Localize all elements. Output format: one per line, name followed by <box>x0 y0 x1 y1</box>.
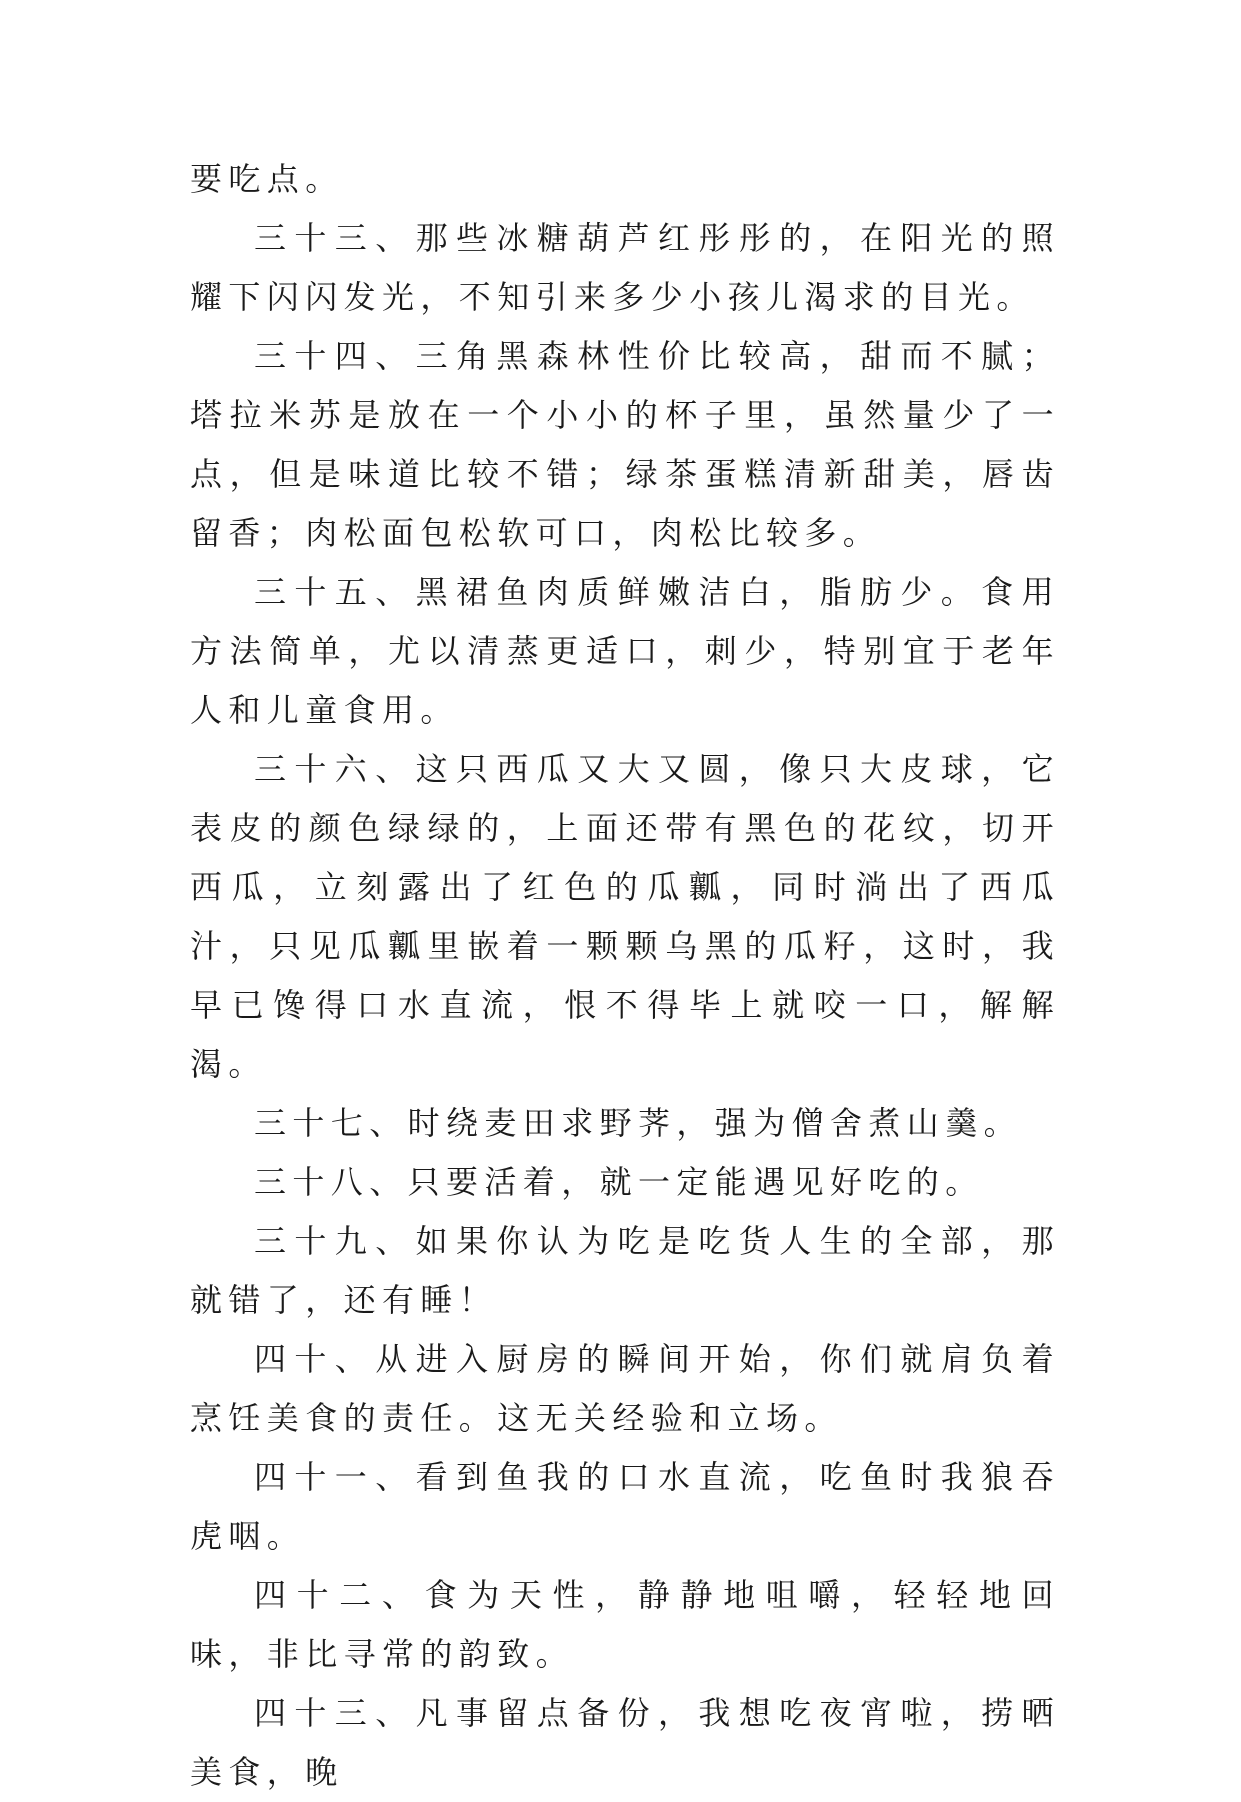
paragraph-40: 四十、从进入厨房的瞬间开始，你们就肩负着烹饪美食的责任。这无关经验和立场。 <box>190 1340 1060 1437</box>
paragraph-continuation: 要吃点。 <box>190 160 344 198</box>
paragraph-38: 三十八、只要活着，就一定能遇见好吃的。 <box>254 1163 984 1201</box>
paragraph-39: 三十九、如果你认为吃是吃货人生的全部，那就错了，还有睡！ <box>190 1222 1060 1319</box>
paragraph-43: 四十三、凡事留点备份，我想吃夜宵啦，捞晒美食，晚 <box>190 1694 1060 1791</box>
paragraph-33: 三十三、那些冰糖葫芦红彤彤的，在阳光的照耀下闪闪发光，不知引来多少小孩儿渴求的目光。 <box>190 219 1060 316</box>
paragraph-37: 三十七、时绕麦田求野荠，强为僧舍煮山羹。 <box>254 1104 1023 1142</box>
paragraph-42: 四十二、食为天性，静静地咀嚼，轻轻地回味，非比寻常的韵致。 <box>190 1576 1060 1673</box>
paragraph-34: 三十四、三角黑森林性价比较高，甜而不腻；塔拉米苏是放在一个小小的杯子里，虽然量少了一点，但是味道比较不错；绿茶蛋糕清新甜美，唇齿留香；肉松面包松软可口，肉松比较多。 <box>190 337 1060 552</box>
paragraph-41: 四十一、看到鱼我的口水直流，吃鱼时我狼吞虎咽。 <box>190 1458 1060 1555</box>
paragraph-36: 三十六、这只西瓜又大又圆，像只大皮球，它表皮的颜色绿绿的，上面还带有黑色的花纹，切开西瓜，立刻露出了红色的瓜瓤，同时淌出了西瓜汁，只见瓜瓤里嵌着一颗颗乌黑的瓜籽，这时，我早已馋得口水直流，恨不得毕上就咬一口，解解渴。 <box>190 750 1060 1083</box>
document-body <box>190 150 1060 1802</box>
paragraph-35: 三十五、黑裙鱼肉质鲜嫩洁白，脂肪少。食用方法简单，尤以清蒸更适口，刺少，特别宜于老年人和儿童食用。 <box>190 573 1060 729</box>
